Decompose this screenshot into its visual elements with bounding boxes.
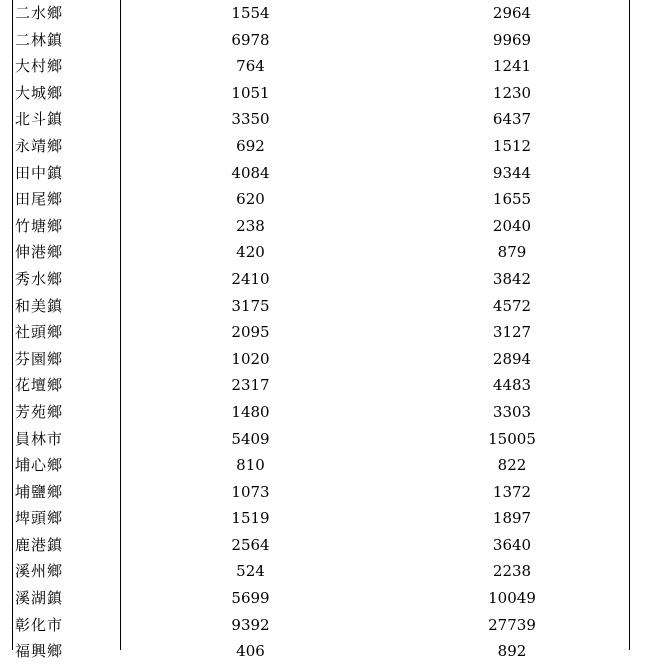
table-row [13,426,630,453]
township-name-cell: 溪州鄉 [15,562,64,581]
township-name-cell: 彰化市 [15,615,64,634]
table-row [13,585,630,612]
table-row [13,106,630,133]
value-column-2-cell: 3842 [492,269,532,288]
value-column-2-cell: 1241 [492,57,532,76]
value-column-2-cell: 2040 [492,216,532,235]
value-column-2-cell: 10049 [488,589,536,608]
township-name-cell: 永靖鄉 [15,136,64,155]
value-column-1-cell: 4084 [231,163,270,182]
township-name-cell: 芬園鄉 [15,349,64,368]
table-row [13,0,630,27]
value-column-1-cell: 238 [236,216,265,235]
value-column-2-cell: 3127 [492,323,532,342]
township-name-cell: 伸港鄉 [15,243,64,262]
table-row [13,80,630,107]
township-name-cell: 埔心鄉 [15,456,64,475]
value-column-1-cell: 692 [236,136,265,155]
value-column-2-cell: 822 [497,456,527,475]
value-column-2-cell: 4572 [492,296,532,315]
value-column-2-cell: 3303 [492,402,532,421]
value-column-1-cell: 2564 [231,535,270,554]
township-name-cell: 溪湖鎮 [15,589,64,608]
township-name-cell: 花壇鄉 [15,376,64,395]
value-column-1-cell: 1051 [231,83,270,102]
value-column-2-cell: 4483 [492,376,532,395]
township-name-cell: 埤頭鄉 [15,509,64,528]
table-row [13,239,630,266]
value-column-2-cell: 1897 [492,509,532,528]
table-row [13,372,630,399]
table-row [13,399,630,426]
value-column-1-cell: 620 [236,190,265,209]
value-column-1-cell: 1480 [231,402,270,421]
value-column-2-cell: 1372 [492,482,532,501]
value-column-2-cell: 1655 [492,190,532,209]
data-table [13,0,630,665]
township-name-cell: 員林市 [15,429,64,448]
township-name-cell: 田尾鄉 [15,190,64,209]
table-row [13,638,630,665]
value-column-2-cell: 1230 [492,83,532,102]
value-column-1-cell: 2410 [231,269,270,288]
value-column-2-cell: 3640 [492,535,532,554]
value-column-1-cell: 810 [236,456,265,475]
table-row [13,133,630,160]
value-column-1-cell: 9392 [231,615,270,634]
value-column-2-cell: 9344 [492,163,532,182]
value-column-1-cell: 2095 [231,323,270,342]
table-row [13,266,630,293]
table-row [13,160,630,187]
value-column-1-cell: 406 [236,642,265,661]
table-row [13,319,630,346]
value-column-1-cell: 420 [236,243,265,262]
value-column-1-cell: 6978 [231,30,270,49]
township-name-cell: 芳苑鄉 [15,402,64,421]
value-column-1-cell: 3175 [231,296,270,315]
township-name-cell: 二林鎮 [15,30,64,49]
township-name-cell: 二水鄉 [15,4,64,22]
township-name-cell: 北斗鎮 [15,110,64,129]
value-column-1-cell: 3350 [231,110,270,129]
table-row [13,558,630,585]
table-body [13,0,630,665]
table-row [13,27,630,54]
value-column-2-cell: 2238 [492,562,532,581]
value-column-1-cell: 524 [236,562,265,581]
value-column-2-cell: 879 [497,243,527,262]
table-row [13,612,630,639]
township-name-cell: 埔鹽鄉 [15,482,64,501]
table-row [13,452,630,479]
township-name-cell: 鹿港鎮 [15,535,64,554]
value-column-1-cell: 1519 [231,509,270,528]
table-row [13,213,630,240]
table-row [13,293,630,320]
table-row [13,346,630,373]
value-column-2-cell: 9969 [492,30,532,49]
table-row [13,505,630,532]
township-name-cell: 大城鄉 [15,83,64,102]
value-column-2-cell: 892 [497,642,527,661]
township-name-cell: 秀水鄉 [15,269,64,288]
township-name-cell: 竹塘鄉 [15,216,64,235]
township-name-cell: 田中鎮 [15,163,64,182]
value-column-1-cell: 1020 [231,349,270,368]
value-column-1-cell: 1554 [231,4,270,22]
value-column-2-cell: 2894 [492,349,532,368]
value-column-1-cell: 764 [236,57,265,76]
value-column-2-cell: 1512 [492,136,532,155]
table-row [13,479,630,506]
value-column-2-cell: 6437 [492,110,532,129]
value-column-1-cell: 2317 [231,376,270,395]
table-row [13,532,630,559]
township-name-cell: 和美鎮 [15,296,64,315]
township-name-cell: 福興鄉 [15,642,64,661]
spreadsheet-table [12,0,630,661]
township-name-cell: 社頭鄉 [15,323,64,342]
value-column-1-cell: 5699 [231,589,270,608]
value-column-2-cell: 27739 [488,615,536,634]
township-name-cell: 大村鄉 [15,57,64,76]
value-column-1-cell: 1073 [231,482,270,501]
table-row [13,53,630,80]
table-row [13,186,630,213]
value-column-2-cell: 2964 [492,4,532,22]
value-column-2-cell: 15005 [488,429,536,448]
value-column-1-cell: 5409 [231,429,270,448]
